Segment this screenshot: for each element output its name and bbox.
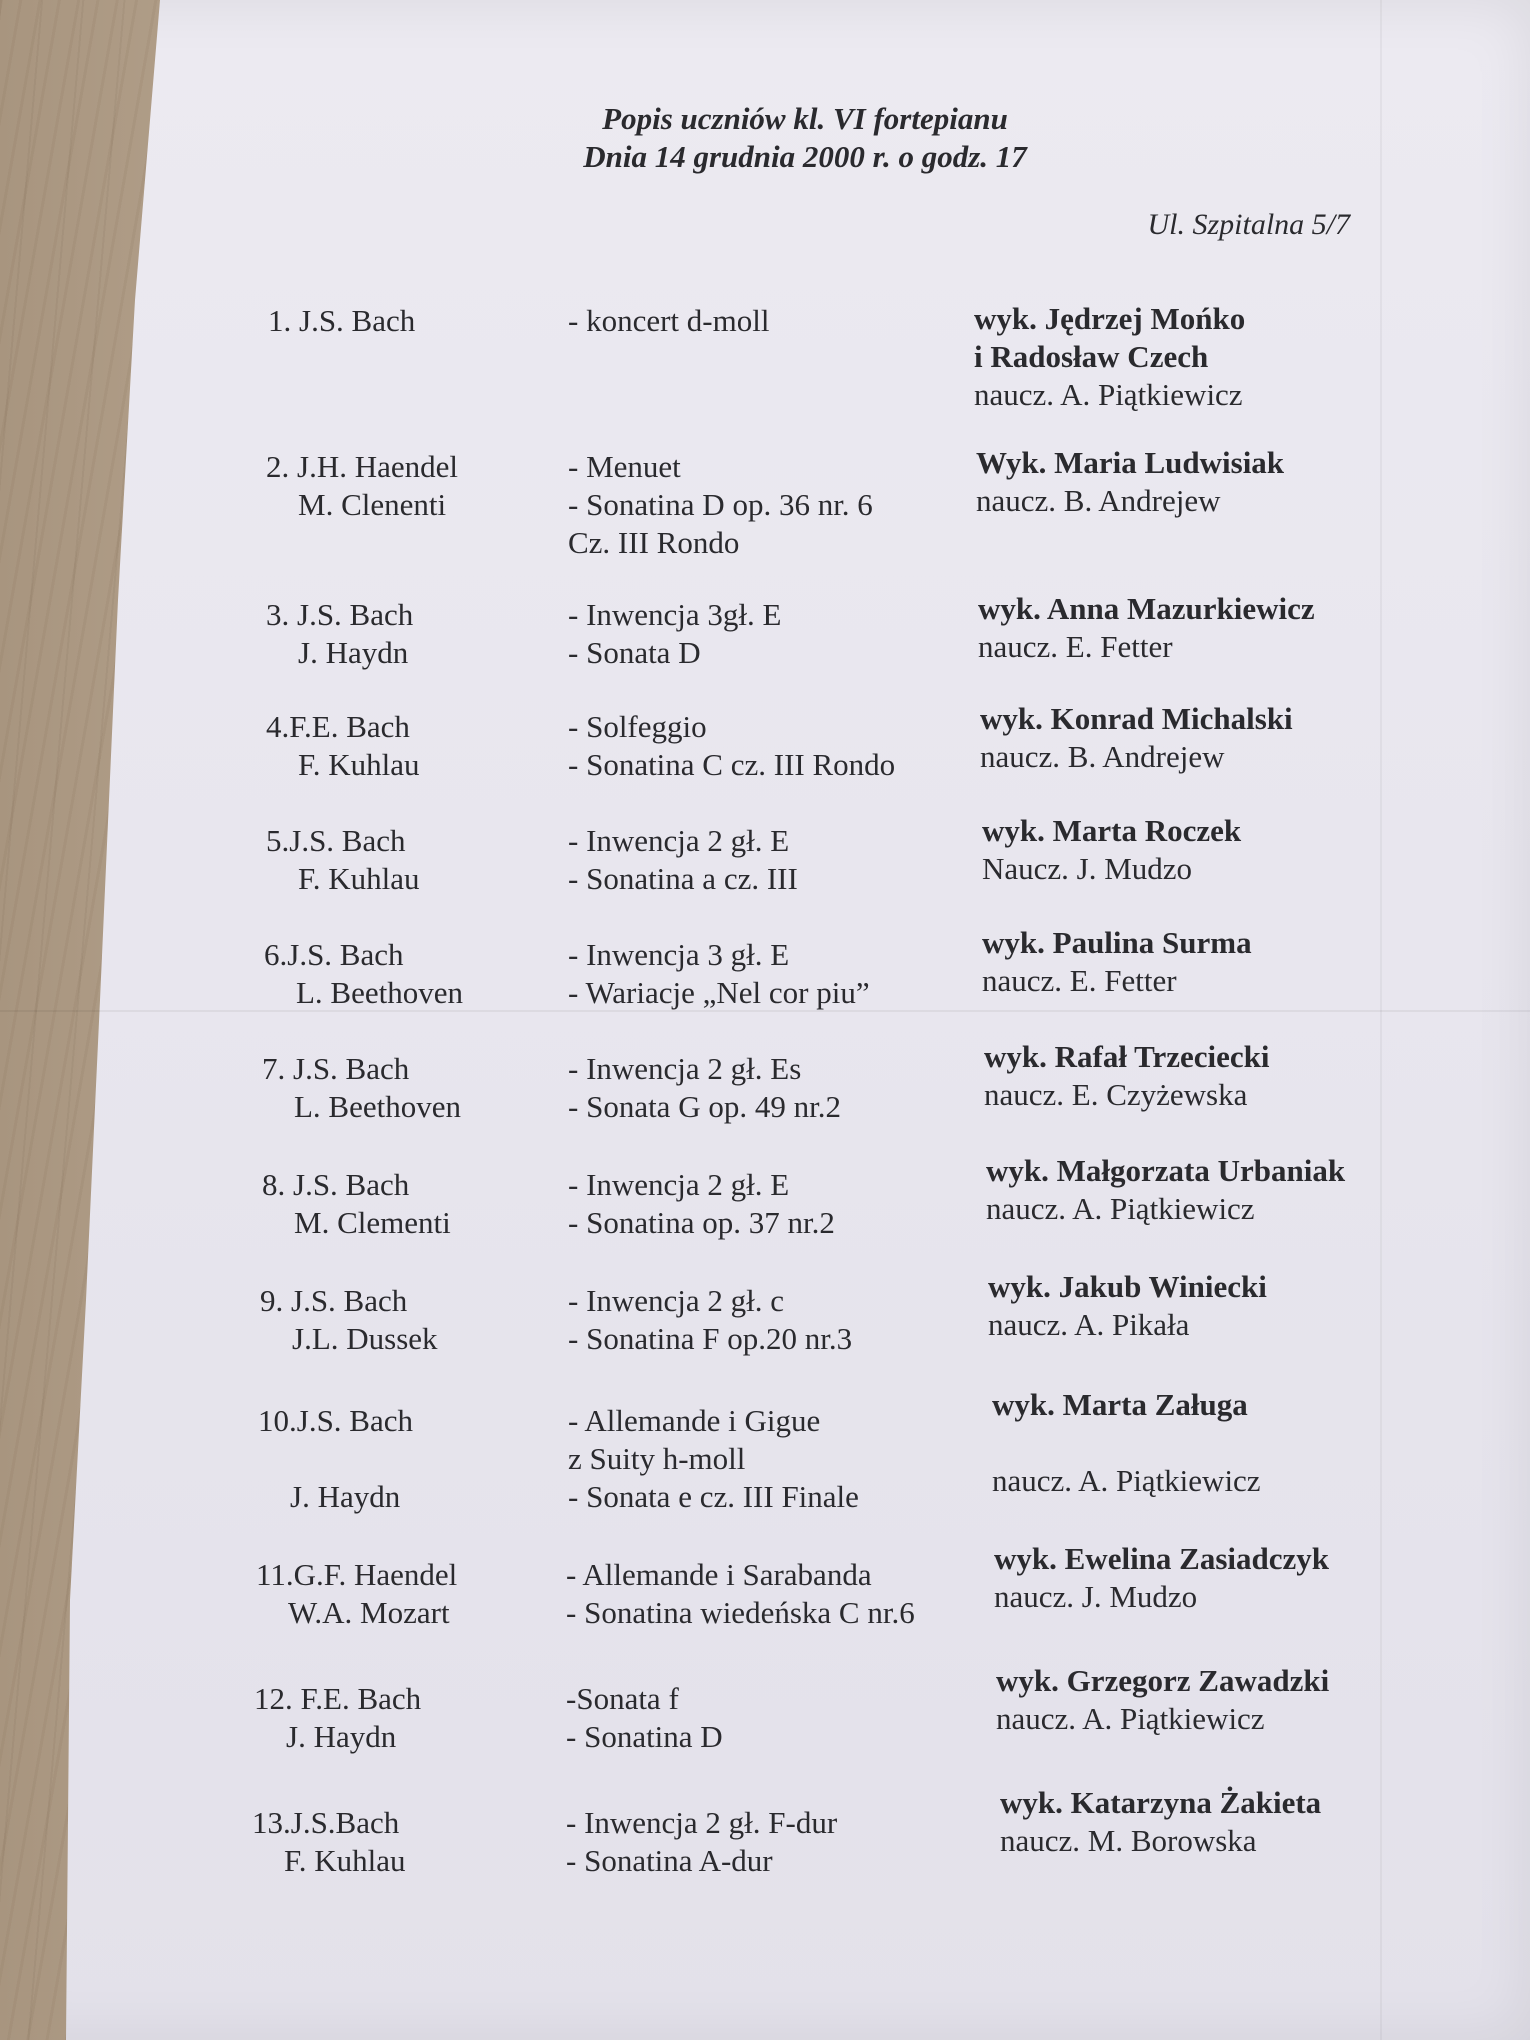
- piece-column: [568, 302, 769, 340]
- teacher-name: naucz. A. Piątkiewicz: [992, 1463, 1261, 1498]
- piece-title: -Sonata f: [566, 1681, 679, 1716]
- performer-name: wyk. Paulina Surma: [982, 925, 1252, 960]
- teacher-name: naucz. E. Fetter: [982, 963, 1177, 998]
- teacher-name: naucz. A. Piątkiewicz: [986, 1191, 1255, 1226]
- performer-name: wyk. Rafał Trzeciecki: [984, 1039, 1270, 1074]
- piece-column: [568, 1282, 852, 1358]
- composer-column: [260, 1282, 438, 1358]
- program-title: Popis uczniów kl. VI fortepianu: [602, 101, 1008, 136]
- composer-name: 1. J.S. Bach: [268, 303, 416, 338]
- performer-column: [984, 1038, 1270, 1114]
- composer-column: [262, 1166, 451, 1242]
- performer-column: [980, 700, 1293, 776]
- piece-title: - Wariacje „Nel cor piu”: [568, 975, 870, 1010]
- piece-title: - Sonatina a cz. III: [568, 861, 798, 896]
- performer-name: wyk. Ewelina Zasiadczyk: [994, 1541, 1330, 1576]
- performer-column: [992, 1386, 1261, 1500]
- teacher-name: naucz. A. Piątkiewicz: [996, 1701, 1265, 1736]
- teacher-name: naucz. M. Borowska: [1000, 1823, 1257, 1858]
- teacher-name: naucz. E. Fetter: [978, 629, 1173, 664]
- performer-name: wyk. Anna Mazurkiewicz: [978, 591, 1315, 626]
- composer-name: F. Kuhlau: [298, 747, 420, 782]
- composer-name: F. Kuhlau: [284, 1843, 406, 1878]
- performer-name: wyk. Grzegorz Zawadzki: [996, 1663, 1330, 1698]
- teacher-name: naucz. A. Piątkiewicz: [974, 377, 1243, 412]
- composer-column: [266, 822, 420, 898]
- teacher-name: naucz. E. Czyżewska: [984, 1077, 1248, 1112]
- performer-column: [976, 444, 1284, 520]
- composer-name: 5.J.S. Bach: [266, 823, 406, 858]
- piece-column: [568, 822, 798, 898]
- composer-column: [266, 708, 420, 784]
- piece-title: - Sonata D: [568, 635, 701, 670]
- piece-column: [568, 448, 873, 562]
- piece-title: Cz. III Rondo: [568, 525, 740, 560]
- piece-title: - Inwencja 3gł. E: [568, 597, 782, 632]
- composer-name: J. Haydn: [286, 1719, 397, 1754]
- composer-name: 8. J.S. Bach: [262, 1167, 410, 1202]
- teacher-name: naucz. A. Pikała: [988, 1307, 1190, 1342]
- performer-column: [1000, 1784, 1321, 1860]
- piece-column: [568, 1402, 859, 1516]
- composer-column: [262, 1050, 461, 1126]
- performer-name: Wyk. Maria Ludwisiak: [976, 445, 1285, 480]
- composer-name: M. Clementi: [294, 1205, 451, 1240]
- piece-title: - koncert d-moll: [568, 303, 770, 338]
- composer-name: 2. J.H. Haendel: [266, 449, 458, 484]
- performer-column: [974, 300, 1245, 414]
- piece-title: - Sonatina D: [566, 1719, 723, 1754]
- composer-column: [252, 1804, 406, 1880]
- performer-column: [978, 590, 1315, 666]
- teacher-name: Naucz. J. Mudzo: [982, 851, 1193, 886]
- piece-column: [566, 1804, 837, 1880]
- performer-name: wyk. Marta Załuga: [992, 1387, 1248, 1422]
- piece-title: - Inwencja 2 gł. F-dur: [566, 1805, 838, 1840]
- composer-name: 10.J.S. Bach: [258, 1403, 413, 1438]
- performer-name: wyk. Marta Roczek: [982, 813, 1242, 848]
- piece-column: [568, 596, 781, 672]
- composer-name: W.A. Mozart: [288, 1595, 450, 1630]
- piece-column: [568, 1050, 841, 1126]
- piece-title: - Inwencja 2 gł. c: [568, 1283, 785, 1318]
- composer-name: M. Clenenti: [298, 487, 447, 522]
- piece-title: - Sonatina F op.20 nr.3: [568, 1321, 853, 1356]
- performer-name: wyk. Konrad Michalski: [980, 701, 1293, 736]
- composer-name: J.L. Dussek: [292, 1321, 438, 1356]
- composer-name: [258, 1440, 413, 1478]
- composer-name: 12. F.E. Bach: [254, 1681, 422, 1716]
- composer-name: 6.J.S. Bach: [264, 937, 404, 972]
- performer-column: [982, 924, 1252, 1000]
- piece-title: - Inwencja 2 gł. Es: [568, 1051, 802, 1086]
- performer-name: wyk. Małgorzata Urbaniak: [986, 1153, 1346, 1188]
- program-date: Dnia 14 grudnia 2000 r. o godz. 17: [583, 139, 1027, 174]
- composer-name: 13.J.S.Bach: [252, 1805, 400, 1840]
- spacer: [992, 1424, 1261, 1462]
- composer-name: L. Beethoven: [294, 1089, 462, 1124]
- piece-title: - Inwencja 2 gł. E: [568, 1167, 790, 1202]
- composer-name: 3. J.S. Bach: [266, 597, 414, 632]
- composer-name: J. Haydn: [290, 1479, 401, 1514]
- piece-title: z Suity h-moll: [568, 1441, 746, 1476]
- piece-title: - Sonata e cz. III Finale: [568, 1479, 859, 1514]
- teacher-name: naucz. B. Andrejew: [980, 739, 1225, 774]
- teacher-name: naucz. B. Andrejew: [976, 483, 1221, 518]
- piece-title: - Sonata G op. 49 nr.2: [568, 1089, 841, 1124]
- piece-title: - Sonatina wiedeńska C nr.6: [566, 1595, 915, 1630]
- piece-column: [568, 1166, 835, 1242]
- piece-column: [568, 936, 870, 1012]
- composer-name: 7. J.S. Bach: [262, 1051, 410, 1086]
- program-address: Ul. Szpitalna 5/7: [1147, 208, 1350, 241]
- piece-title: - Inwencja 2 gł. E: [568, 823, 790, 858]
- performer-column: [982, 812, 1241, 888]
- piece-title: - Solfeggio: [568, 709, 707, 744]
- piece-title: - Allemande i Gigue: [568, 1403, 821, 1438]
- composer-name: 4.F.E. Bach: [266, 709, 410, 744]
- piece-title: - Sonatina C cz. III Rondo: [568, 747, 896, 782]
- composer-name: L. Beethoven: [296, 975, 464, 1010]
- piece-title: - Sonatina D op. 36 nr. 6: [568, 487, 873, 522]
- performer-name: wyk. Jędrzej Mońko: [974, 301, 1246, 336]
- composer-column: [254, 1680, 421, 1756]
- performer-name: wyk. Katarzyna Żakieta: [1000, 1785, 1322, 1820]
- piece-column: [566, 1556, 915, 1632]
- piece-title: - Allemande i Sarabanda: [566, 1557, 872, 1592]
- composer-name: 11.G.F. Haendel: [256, 1557, 458, 1592]
- performer-name: i Radosław Czech: [974, 339, 1209, 374]
- composer-column: [268, 302, 415, 340]
- performer-name: wyk. Jakub Winiecki: [988, 1269, 1267, 1304]
- program-header: [500, 100, 1110, 176]
- composer-column: [266, 448, 458, 524]
- performer-column: [986, 1152, 1345, 1228]
- composer-column: [256, 1556, 457, 1632]
- composer-name: F. Kuhlau: [298, 861, 420, 896]
- teacher-name: naucz. J. Mudzo: [994, 1579, 1198, 1614]
- piece-column: [566, 1680, 723, 1756]
- performer-column: [988, 1268, 1267, 1344]
- composer-name: 9. J.S. Bach: [260, 1283, 408, 1318]
- performer-column: [994, 1540, 1329, 1616]
- piece-title: - Sonatina A-dur: [566, 1843, 773, 1878]
- composer-column: [266, 596, 413, 672]
- composer-column: [264, 936, 463, 1012]
- piece-title: - Inwencja 3 gł. E: [568, 937, 790, 972]
- composer-name: J. Haydn: [298, 635, 409, 670]
- piece-title: - Sonatina op. 37 nr.2: [568, 1205, 835, 1240]
- piece-title: - Menuet: [568, 449, 681, 484]
- composer-column: [258, 1402, 413, 1516]
- performer-column: [996, 1662, 1329, 1738]
- piece-column: [568, 708, 895, 784]
